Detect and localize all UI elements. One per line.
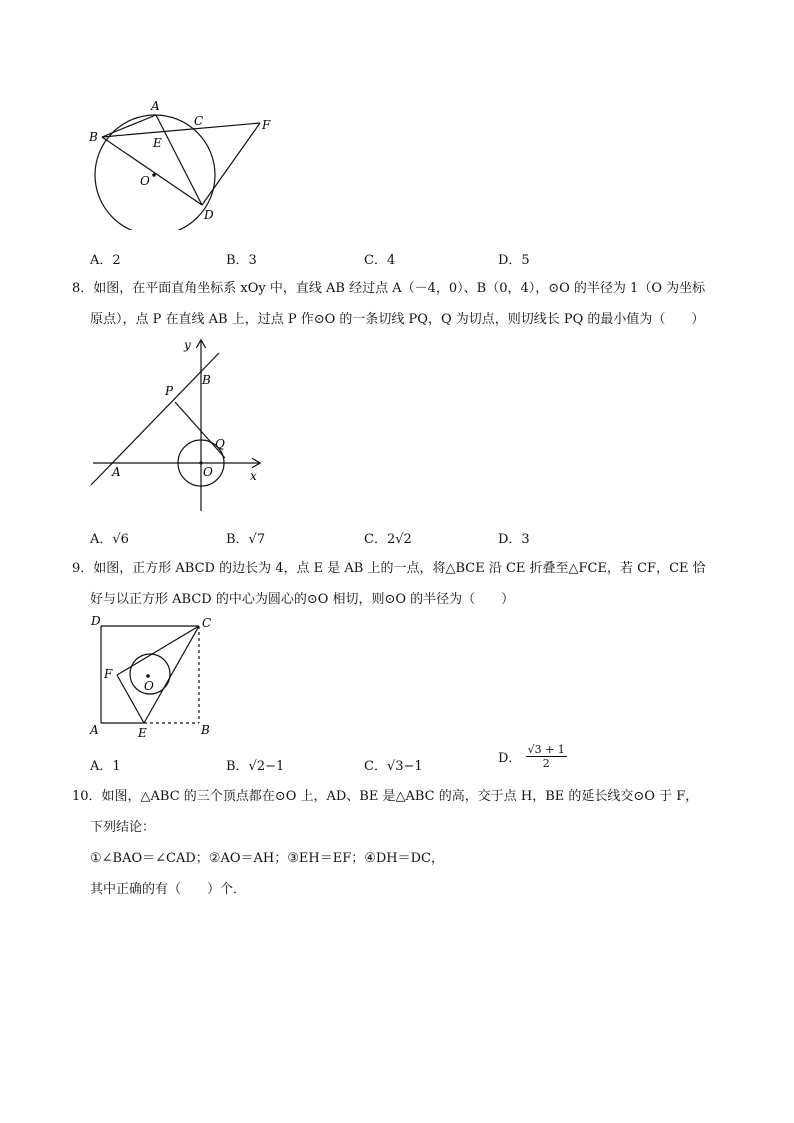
q7-label-A: A (151, 99, 160, 113)
q10-text-line4: 其中正确的有（ ）个． (90, 882, 247, 897)
q8-label-B: B (202, 373, 211, 387)
q9-option-d-fraction (526, 743, 567, 770)
q9-center-dot (146, 674, 150, 678)
q9-line-CE (144, 626, 199, 723)
q8-text-line1: 8．如图，在平面直角坐标系 xOy 中，直线 AB 经过点 A（－4，0）、B（0，4），⊙O 的半径为 1（O 为坐标 (72, 281, 706, 296)
q9-line-FE (117, 675, 144, 723)
q7-label-B: B (89, 130, 98, 144)
q8-line-AB (91, 353, 219, 485)
q7-option-c: C．4 (364, 253, 396, 268)
q9-text-line1: 9．如图，正方形 ABCD 的边长为 4，点 E 是 AB 上的一点，将△BCE 沿 CE 折叠至△FCE，若 CF，CE 恰 (72, 561, 706, 576)
q8-label-x: x (250, 469, 257, 483)
q7-label-O: O (140, 174, 150, 188)
q9-option-d-numerator: √3 + 1 (527, 743, 565, 756)
q9-option-d-denominator: 2 (542, 757, 550, 770)
q9-label-A: A (90, 723, 99, 737)
q7-line-BD (102, 137, 202, 205)
q8-label-P: P (165, 384, 174, 398)
q9-label-O: O (144, 679, 154, 693)
q8-label-O: O (203, 465, 213, 479)
q7-center-dot (152, 173, 156, 177)
q7-line-FD (202, 123, 260, 205)
q8-figure (85, 335, 275, 515)
q9-option-d-prefix: D． (498, 751, 522, 766)
q8-label-Q: Q (215, 437, 225, 451)
q9-option-b: B．√2−1 (226, 759, 285, 774)
q7-option-d: D．5 (498, 253, 530, 268)
q9-figure (85, 610, 220, 740)
q9-label-B: B (201, 723, 210, 737)
q9-text-line2: 好与以正方形 ABCD 的中心为圆心的⊙O 相切，则⊙O 的半径为（ ） (90, 592, 515, 607)
q10-text-line1: 10．如图，△ABC 的三个顶点都在⊙O 上，AD、BE 是△ABC 的高，交于点 H，BE 的延长线交⊙O 于 F， (72, 789, 699, 804)
q7-figure (80, 95, 290, 230)
q9-option-d (498, 743, 567, 770)
q9-line-CF (117, 626, 199, 675)
q7-label-D: D (204, 208, 214, 222)
q8-option-d: D．3 (498, 532, 530, 547)
q9-option-c: C．√3−1 (364, 759, 423, 774)
q10-text-line3: ①∠BAO＝∠CAD；②AO＝AH；③EH＝EF；④DH＝DC， (90, 851, 444, 866)
q9-label-D: D (91, 614, 101, 628)
q9-option-a: A．1 (90, 759, 121, 774)
q8-label-y: y (184, 338, 191, 352)
q7-label-E: E (153, 136, 162, 150)
q7-option-a: A．2 (90, 253, 121, 268)
q8-option-c: C．2√2 (364, 532, 412, 547)
q7-label-C: C (194, 114, 204, 128)
q9-label-F: F (104, 667, 113, 681)
q9-label-E: E (138, 726, 147, 740)
q7-label-F: F (262, 118, 271, 132)
q7-option-b: B．3 (226, 253, 257, 268)
q10-text-line2: 下列结论： (90, 820, 156, 835)
q8-option-a: A．√6 (90, 532, 129, 547)
q7-line-BA (102, 115, 156, 137)
q8-option-b: B．√7 (226, 532, 266, 547)
q7-line-BF (102, 123, 260, 137)
q9-label-C: C (202, 616, 212, 630)
q8-text-line2: 原点），点 P 在直线 AB 上，过点 P 作⊙O 的一条切线 PQ，Q 为切点，则切线长 PQ 的最小值为（ ） (90, 312, 705, 327)
q8-label-A: A (112, 465, 121, 479)
